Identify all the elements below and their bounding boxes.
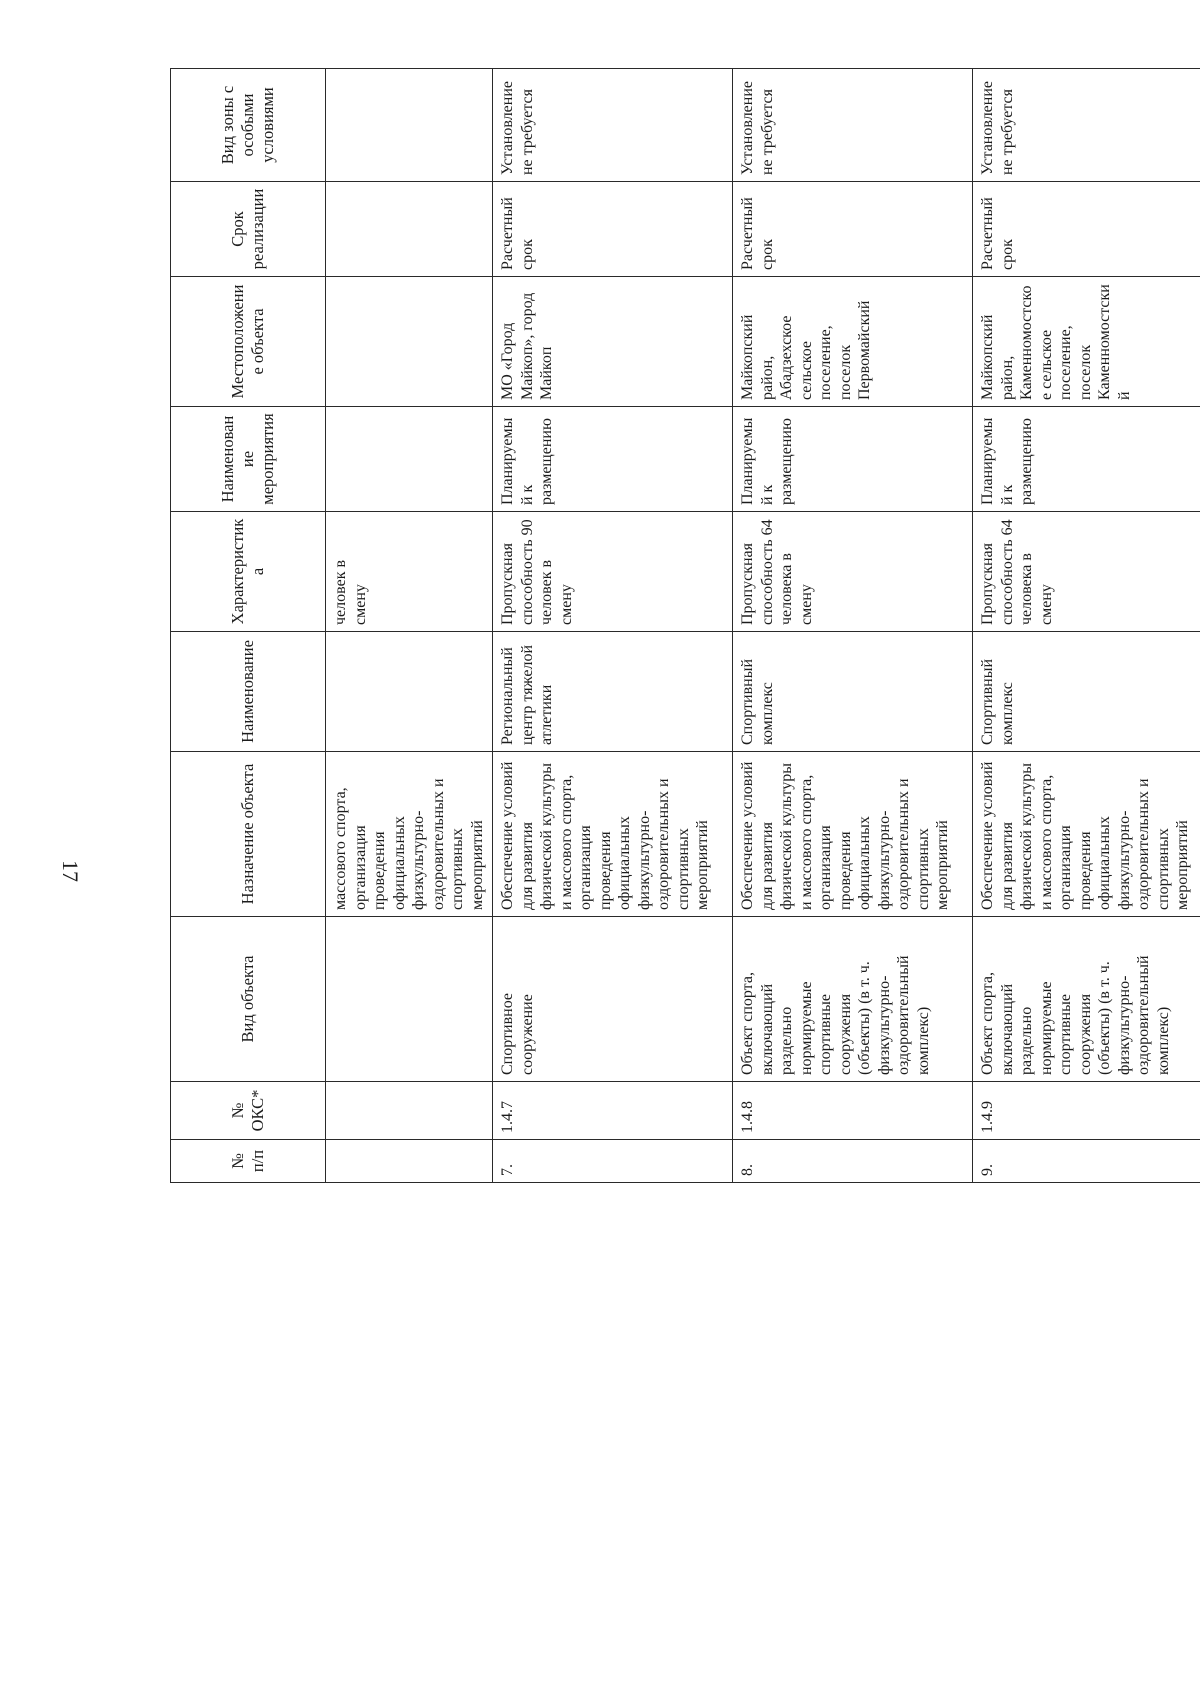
header-location: Местоположение объекта [171,277,326,407]
cell-num: 7. [493,1140,733,1183]
header-num: № п/п [171,1140,326,1183]
cell-characteristic: Пропускная способность 90 человек в смену [493,512,733,632]
cell-purpose: Обеспечение условий для развития физической культуры и массового спорта, организация проведения официальных физкультурно-оздоровительных и спортивных мероприятий [733,752,973,917]
cell-name: Спортивный комплекс [733,632,973,752]
header-measure: Наименование мероприятия [171,407,326,512]
cell-term: Расчетный срок [973,182,1200,277]
cell-purpose: Обеспечение условий для развития физической культуры и массового спорта, организация проведения официальных физкультурно-оздоровительных и спортивных мероприятий [493,752,733,917]
objects-table [170,68,1200,1183]
header-type: Вид объекта [171,917,326,1082]
cell-location: Майкопский район, Каменномостское сельское поселение, поселок Каменномостский [973,277,1200,407]
cell-purpose: Обеспечение условий для развития физической культуры и массового спорта, организация проведения официальных физкультурно-оздоровительных и спортивных мероприятий [973,752,1200,917]
cell-num: 9. [973,1140,1200,1183]
cell-oks: 1.4.8 [733,1082,973,1140]
cell-characteristic: Пропускная способность 64 человека в смену [733,512,973,632]
table-row [973,69,1200,1183]
cell-name: Спортивный комплекс [973,632,1200,752]
cell-zone: Установление не требуется [733,69,973,182]
cell-measure: Планируемый к размещению [973,407,1200,512]
table-header-row [171,69,326,1183]
cell-measure: Планируемый к размещению [733,407,973,512]
cell-location: МО «Город Майкоп», город Майкоп [493,277,733,407]
cell-characteristic: Пропускная способность 64 человека в смену [973,512,1200,632]
table-row [733,69,973,1183]
cell-zone: Установление не требуется [493,69,733,182]
cell-name: Региональный центр тяжелой атлетики [493,632,733,752]
header-name: Наименование [171,632,326,752]
table-row [493,69,733,1183]
continuation-purpose: массового спорта, организация проведения официальных физкультурно-оздоровительных и спортивных мероприятий [326,752,493,917]
cell-type: Объект спорта, включающий раздельно нормируемые спортивные сооружения (объекты) (в т. ч. физкультурно-оздоровительный комплекс) [733,917,973,1082]
cell-type: Объект спорта, включающий раздельно нормируемые спортивные сооружения (объекты) (в т. ч. физкультурно-оздоровительный комплекс) [973,917,1200,1082]
header-zone: Вид зоны с особыми условиями [171,69,326,182]
cell-type: Спортивное сооружение [493,917,733,1082]
header-term: Срок реализации [171,182,326,277]
cell-zone: Установление не требуется [973,69,1200,182]
continuation-characteristic: человек в смену [326,512,493,632]
cell-term: Расчетный срок [733,182,973,277]
header-purpose: Назначение объекта [171,752,326,917]
cell-location: Майкопский район, Абадзехское сельское поселение, поселок Первомайский [733,277,973,407]
cell-term: Расчетный срок [493,182,733,277]
rotated-table-container [170,69,1200,1183]
header-oks: № ОКС* [171,1082,326,1140]
cell-num: 8. [733,1140,973,1183]
page-number: 17 [58,860,83,882]
cell-measure: Планируемый к размещению [493,407,733,512]
continuation-row [326,69,493,1183]
cell-oks: 1.4.9 [973,1082,1200,1140]
header-characteristic: Характеристика [171,512,326,632]
cell-oks: 1.4.7 [493,1082,733,1140]
